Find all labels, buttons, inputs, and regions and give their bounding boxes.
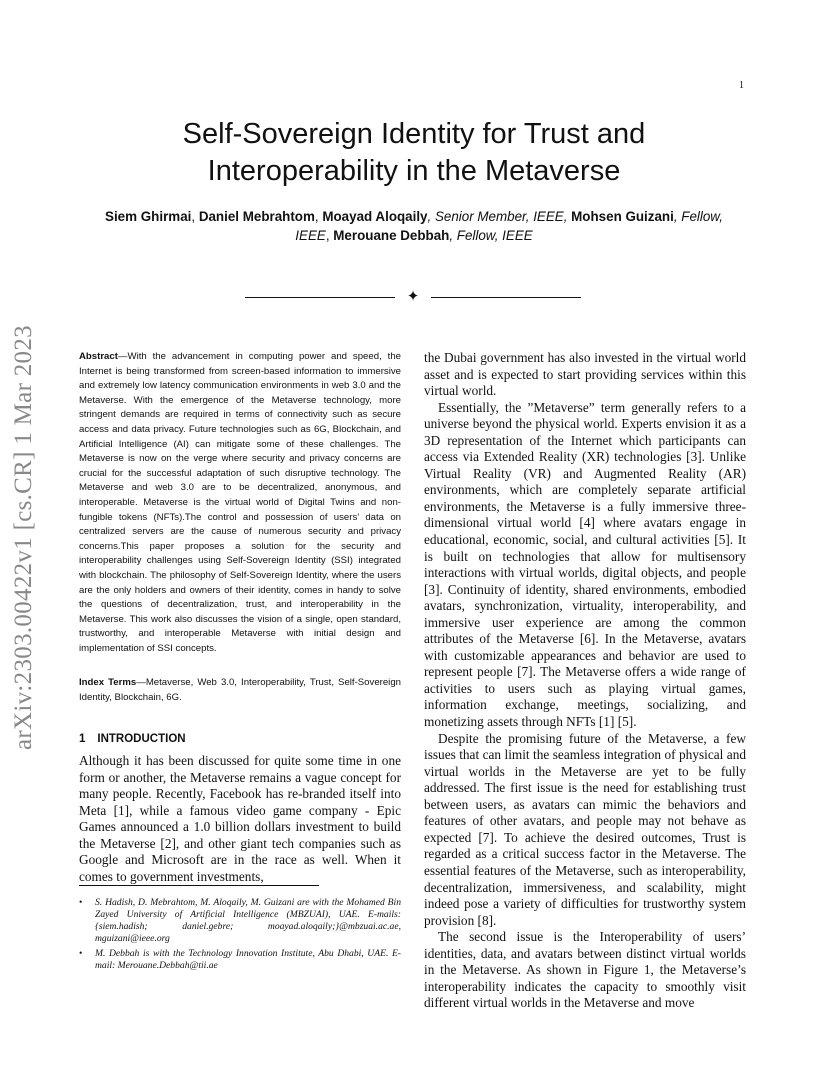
title-divider [245,290,581,304]
intro-text: Although it has been discussed for quite some time in one form or another, the Metaverse remains a vague concept for many people. Recently, Facebook has re-branded itself into Meta [1], while a famous video game company - Epic Games announced a 1.0 billion dollars investment to build the Metaverse [2], and other giant tech companies such as Google and Microsoft are in the race as well. When it comes to government investments, [79,753,401,884]
author-4-role: , Fellow, IEEE [295,209,723,243]
right-paragraph-4: The second issue is the Interoperability of users’ identities, data, and avatars between distinct virtual worlds in the Metaverse. As shown in Figure 1, the Metaverse’s interoperability indicates the capacity to smoothly visit different virtual worlds in the Metaverse and move [424,929,746,1011]
author-5-role: , Fellow, IEEE [449,228,533,243]
paper-title [100,116,728,190]
right-paragraph-1: the Dubai government has also invested in the virtual world asset and is expected to start providing services within this virtual world. [424,350,746,399]
footnote-1: • S. Hadish, D. Mebrahtom, M. Aloqaily, M. Guizani are with the Mohamed Bin Zayed University of Artificial Intelligence (MBZUAI), UAE. E-mails: {siem.hadish; daniel.gebre; moayad.aloqaily;}@mbzuai.ac.ae, mguizani@ieee.org [79,897,401,945]
divider-line-right [431,297,581,298]
footnote-2: • M. Debbah is with the Technology Innovation Institute, Abu Dhabi, UAE. E-mail: Merouane.Debbah@tii.ae [79,948,401,972]
index-terms [79,676,401,705]
footnote-rule [79,885,319,886]
index-terms-label: Index Terms [79,677,137,688]
author-3-role: , Senior Member, IEEE, [427,209,572,224]
section-title: INTRODUCTION [97,733,186,745]
author-2: Daniel Mebrahtom [198,209,315,224]
title-line-2: Interoperability in the Metaverse [207,155,621,187]
divider-line-left [245,297,395,298]
title-line-1: Self-Sovereign Identity for Trust and [182,118,646,150]
right-paragraph-2: Essentially, the ”Metaverse” term generally refers to a universe beyond the physical world. Experts envision it as a 3D representation of the Internet which participants can access via Extended Reality (XR) technologies [3]. Unlike Virtual Reality (VR) and Augmented Reality (AR) environments, which are completely separate artificial environments, the Metaverse is a fully immersive three-dimensional virtual world [4] where avatars engage in educational, economic, social, and cultural activities [5]. It is built on technologies that allow for multisensory interactions with virtual worlds, digital objects, and people [3]. Continuity of identity, shared environments, embodied avatars, synchronization, virtuality, interoperability, and immersive user experience are among the common attributes of the Metaverse [6]. In the Metaverse, avatars with customizable appearances and behavior are used to represent people [7]. The Metaverse offers a wide range of activities to users such as playing virtual games, information exchange, meetings, socializing, and monetizing assets through NFTs [1] [5]. [424,399,746,730]
right-column [424,350,746,1012]
author-3: Moayad Aloqaily [322,209,428,224]
index-terms-text: —Metaverse, Web 3.0, Interoperability, Trust, Self-Sovereign Identity, Blockchain, 6G. [79,677,401,703]
arxiv-identifier: arXiv:2303.00422v1 [cs.CR] 1 Mar 2023 [10,325,37,750]
section-heading [79,733,186,745]
intro-paragraph [79,753,401,885]
divider-star-icon: ✦ [406,289,420,305]
author-list: Siem Ghirmai, Daniel Mebrahtom, Moayad Aloqaily, Senior Member, IEEE, Mohsen Guizani, Fellow, IEEE, Merouane Debbah, Fellow, IEEE [105,209,723,243]
abstract-text: —With the advancement in computing power and speed, the Internet is being transformed from screen-based information to immersive and extremely low latency communication environments in web 3.0 and the Metaverse. With the emergence of the Metaverse technology, more stringent demands are required in terms of connectivity such as secure access and data privacy. Future technologies such as 6G, Blockchain, and Artificial Intelligence (AI) can mitigate some of these challenges. The Metaverse is now on the verge where security and privacy concerns are crucial for the successful adaptation of such disruptive technology. The Metaverse and web 3.0 are to be decentralized, anonymous, and interoperable. Metaverse is the virtual world of Digital Twins and non-fungible tokens (NFTs).The control and possession of users’ data on centralized servers are the cause of numerous security and privacy concerns.This paper proposes a solution for the security and interoperability challenges using Self-Sovereign Identity (SSI) integrated with blockchain. The philosophy of Self-Sovereign Identity, where the users are the only holders and owners of their identity, comes in handy to solve the questions of decentralization, trust, and interoperability in the Metaverse. This work also discusses the vision of a single, open standard, trustworthy, and interoperable Metaverse with initial design and implementation of SSI concepts. [79,351,401,654]
footnotes [79,897,401,975]
author-4: Mohsen Guizani [571,209,674,224]
author-1: Siem Ghirmai [105,209,192,224]
page-number: 1 [739,80,744,91]
abstract [79,350,401,656]
author-5: Merouane Debbah [333,228,450,243]
abstract-label: Abstract [79,351,118,362]
right-paragraph-3: Despite the promising future of the Metaverse, a few issues that can limit the seamless integration of physical and virtual worlds in the Metaverse are yet to be fully addressed. The first issue is the need for establishing trust between users, as avatars can mimic the behaviors and features of other avatars, and people may not behave as expected [7]. To achieve the desired outcomes, Trust is regarded as a critical success factor in the Metaverse. The essential features of the Metaverse, such as interoperability, decentralization, immersiveness, and scalability, might indeed pose a variety of difficulties for trustworthy system provision [8]. [424,730,746,928]
section-number: 1 [79,733,86,745]
